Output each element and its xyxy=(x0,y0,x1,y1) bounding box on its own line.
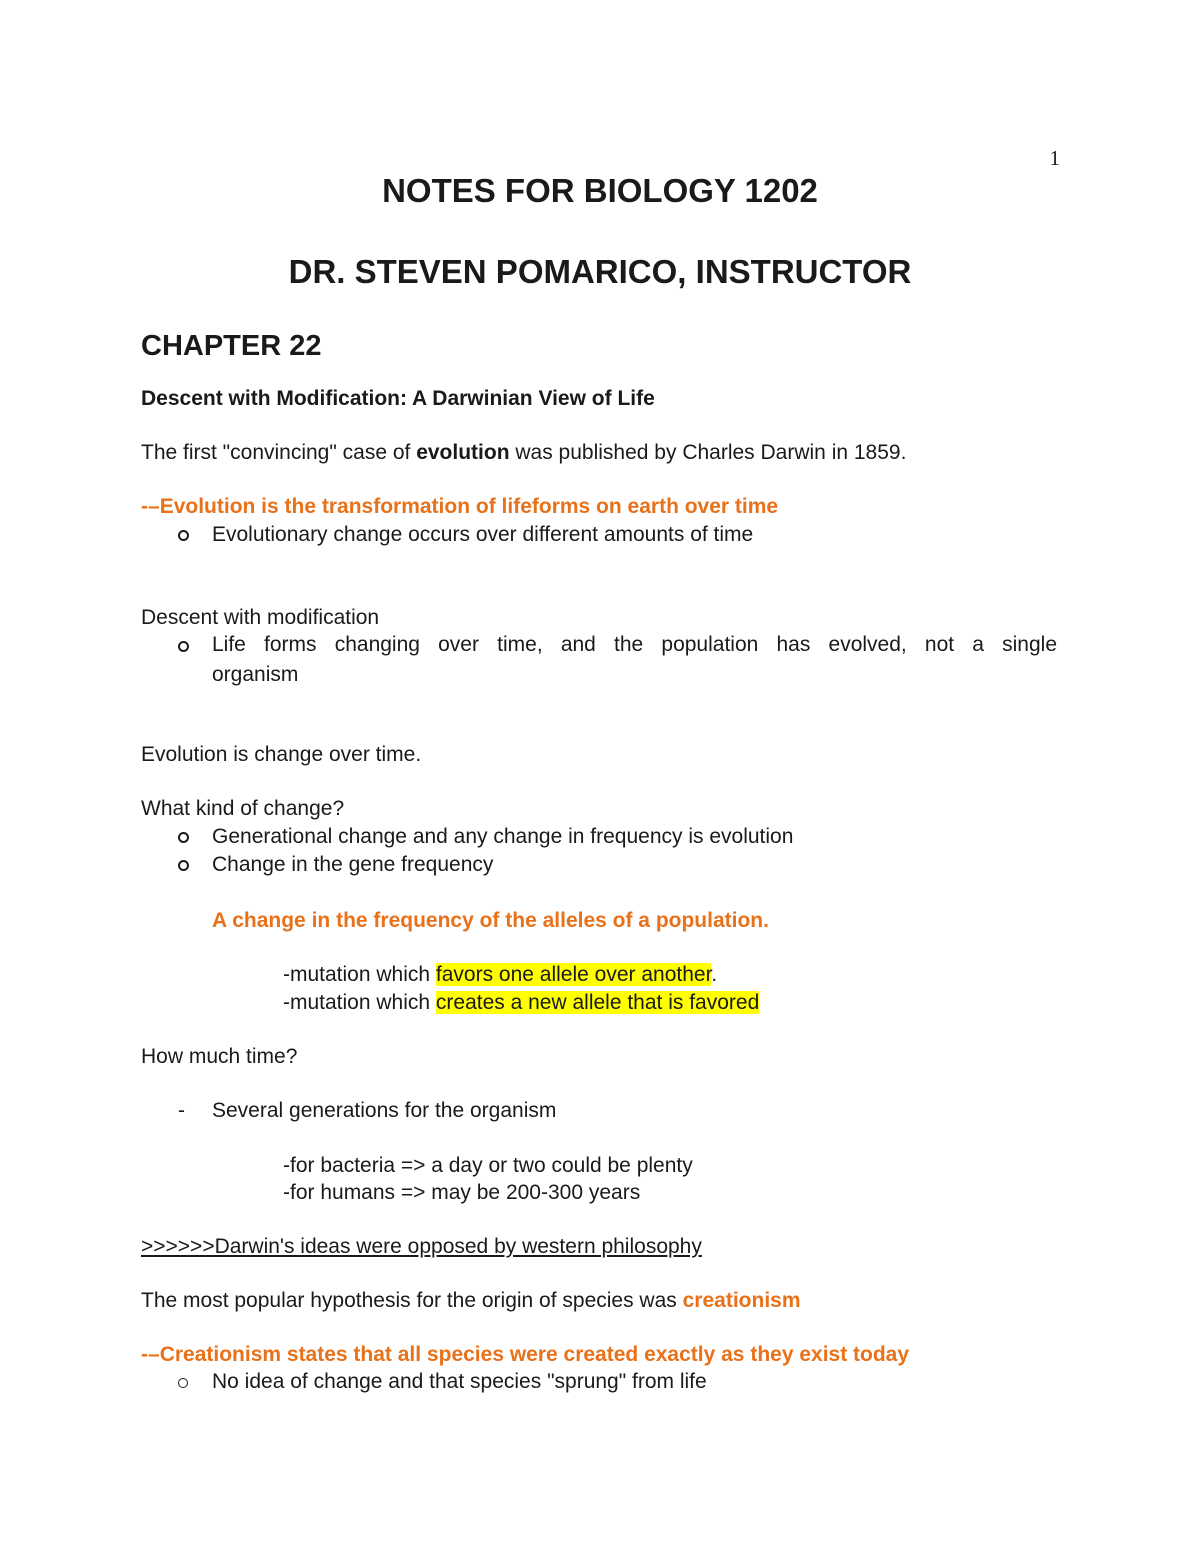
generations-item: Several generations for the organism xyxy=(212,1099,557,1122)
dash-bullet: - xyxy=(178,1099,185,1122)
what-kind-bullet-2: Change in the gene frequency xyxy=(212,853,494,876)
creationism-term: creationism xyxy=(682,1289,801,1312)
creationism-definition-text: Creationism states that all species were created exactly as they exist today xyxy=(159,1343,910,1366)
mutation-1-suffix: . xyxy=(711,963,718,986)
mutation-line-1 xyxy=(283,964,717,985)
popular-hypothesis xyxy=(141,1290,801,1311)
circle-bullet-icon xyxy=(178,1378,188,1388)
what-kind-heading: What kind of change? xyxy=(141,797,345,820)
circle-bullet-icon xyxy=(178,832,189,843)
intro-paragraph xyxy=(141,442,906,463)
chapter-subtitle: Descent with Modification: A Darwinian View of Life xyxy=(141,387,655,410)
evolution-definition-prefix: -– xyxy=(141,495,160,518)
descent-bullet-line2: organism xyxy=(212,663,299,686)
change-over-time: Evolution is change over time. xyxy=(141,743,422,766)
what-kind-bullet-1: Generational change and any change in frequency is evolution xyxy=(212,825,794,848)
descent-heading: Descent with modification xyxy=(141,606,380,629)
bacteria-line: -for bacteria => a day or two could be plenty xyxy=(283,1154,693,1177)
instructor-line: DR. STEVEN POMARICO, INSTRUCTOR xyxy=(288,253,912,290)
circle-bullet-icon xyxy=(178,641,189,652)
mutation-1-highlight: favors one allele over another xyxy=(435,963,712,986)
mutation-2-prefix: -mutation which xyxy=(283,991,436,1014)
page-number: 1 xyxy=(1049,146,1060,170)
mutation-2-highlight: creates a new allele that is favored xyxy=(435,991,760,1014)
creationism-bullet: No idea of change and that species "sprung" from life xyxy=(212,1370,707,1393)
evolution-definition-text: Evolution is the transformation of lifeforms on earth over time xyxy=(159,495,779,518)
allele-definition: A change in the frequency of the alleles of a population. xyxy=(212,909,769,932)
document-title: NOTES FOR BIOLOGY 1202 xyxy=(382,172,818,209)
darwin-opposed-line: >>>>>>Darwin's ideas were opposed by western philosophy xyxy=(141,1235,702,1258)
circle-bullet-icon xyxy=(178,530,189,541)
creationism-definition xyxy=(141,1344,909,1365)
popular-text: The most popular hypothesis for the origin of species was xyxy=(141,1289,683,1312)
intro-text-before: The first "convincing" case of xyxy=(141,441,417,464)
how-much-heading: How much time? xyxy=(141,1045,298,1068)
chapter-heading: CHAPTER 22 xyxy=(141,330,322,362)
evolution-definition xyxy=(141,496,778,517)
intro-text-after: was published by Charles Darwin in 1859. xyxy=(509,441,907,464)
descent-bullet-line1: Life forms changing over time, and the population has evolved, not a single xyxy=(212,633,1057,656)
creationism-definition-prefix: -– xyxy=(141,1343,160,1366)
evolution-bullet: Evolutionary change occurs over different amounts of time xyxy=(212,523,754,546)
circle-bullet-icon xyxy=(178,860,189,871)
mutation-1-prefix: -mutation which xyxy=(283,963,436,986)
mutation-line-2 xyxy=(283,992,759,1013)
intro-evolution-term: evolution xyxy=(416,441,510,464)
humans-line: -for humans => may be 200-300 years xyxy=(283,1181,641,1204)
